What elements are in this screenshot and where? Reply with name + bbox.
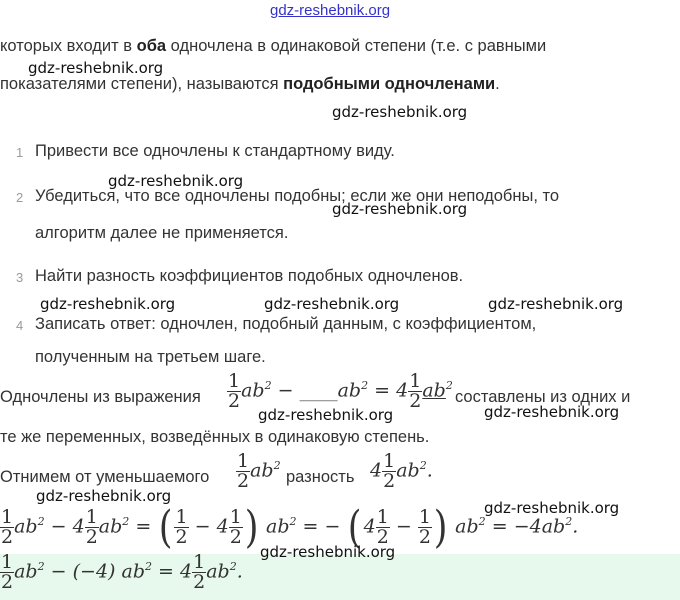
equation-main: $\frac{1}{2}$ $ab^2 - 4$ $\frac{1}{2}$ $ab^2$ = ( $\frac{1}{2}$ − 4 $\frac{1}{2}$ ) $ab^2$ = − (4 $\frac{1}{2}$ − $\frac{1}{2}$ ) $ab^2 = -4ab^2$.: [1, 502, 579, 553]
left-paren: (: [159, 502, 173, 553]
step-text-continued: полученным на третьем шаге.: [35, 348, 266, 366]
fraction: $\frac{1}{2}$: [85, 506, 98, 548]
definition-term: подобными одночленами: [283, 75, 496, 93]
step-text: Убедиться, что все одночлены подобны; если же они неподобны, то: [35, 187, 560, 205]
step-text: Привести все одночлены к стандартному виду.: [35, 142, 395, 160]
step-number: 2: [16, 190, 24, 205]
fraction: $\frac{1}{2}$: [1, 551, 14, 593]
expression-1: $\frac{1}{2}$ $ab^2$ − $\_\_\_\_ab^2 = 4$ $\frac{1}{2}$ $ab^2$: [228, 370, 453, 412]
definition-text: одночлена в одинаковой степени (т.е. с равными: [166, 37, 547, 55]
definition-text: которых входит в: [0, 37, 137, 55]
step-number: 1: [16, 145, 24, 160]
left-paren: (: [348, 502, 362, 553]
definition-bold: оба: [136, 37, 167, 55]
watermark: gdz-reshebnik.org: [260, 543, 396, 561]
right-paren: ): [433, 502, 448, 553]
definition-text: показателями степени), называются: [0, 75, 284, 93]
watermark: gdz-reshebnik.org: [332, 200, 468, 218]
answer-equation: $\frac{1}{2}$ $ab^2 - (-4) ab^2 = 4$ $\frac{1}{2}$ $ab^2$.: [1, 551, 243, 593]
fraction: $\frac{1}{2}$: [1, 506, 14, 548]
step-text: Записать ответ: одночлен, подобный данным, с коэффициентом,: [35, 315, 537, 333]
step-number: 4: [16, 318, 24, 333]
step-number: 3: [16, 270, 24, 285]
fraction: $\frac{1}{2}$: [175, 506, 188, 548]
fraction: $\frac{1}{2}$: [237, 450, 250, 492]
para2-mid: разность: [286, 468, 355, 486]
blank-field: ____: [299, 379, 338, 402]
definition-line-1: [0, 35, 546, 57]
fraction: $\frac{1}{2}$: [229, 506, 242, 548]
fraction: $\frac{1}{2}$: [409, 370, 422, 412]
expression-2: $\frac{1}{2}$ $ab^2$: [237, 450, 281, 492]
para1-line-2: те же переменных, возведённых в одинаковую степень.: [0, 428, 430, 446]
watermark: gdz-reshebnik.org: [332, 103, 468, 121]
fraction: $\frac{1}{2}$: [376, 506, 389, 548]
watermark: gdz-reshebnik.org: [40, 295, 176, 313]
para2-before: Отнимем от уменьшаемого: [0, 468, 210, 486]
watermark: gdz-reshebnik.org: [484, 499, 620, 517]
watermark: gdz-reshebnik.org: [484, 403, 620, 421]
fraction: $\frac{1}{2}$: [383, 450, 396, 492]
fraction: $\frac{1}{2}$: [418, 506, 431, 548]
watermark: gdz-reshebnik.org: [264, 295, 400, 313]
para1-after: составлены из одних и: [455, 388, 631, 406]
watermark: gdz-reshebnik.org: [488, 295, 624, 313]
fraction: $\frac{1}{2}$: [228, 370, 241, 412]
site-link[interactable]: gdz-reshebnik.org: [270, 2, 391, 19]
step-text: Найти разность коэффициентов подобных одночленов.: [35, 267, 464, 285]
watermark: gdz-reshebnik.org: [258, 406, 394, 424]
definition-text: .: [495, 75, 500, 93]
watermark: gdz-reshebnik.org: [108, 172, 244, 190]
expression-3: 4 $\frac{1}{2}$ $ab^2$.: [370, 450, 433, 492]
step-text-continued: алгоритм далее не применяется.: [35, 224, 289, 242]
watermark: gdz-reshebnik.org: [36, 487, 172, 505]
right-paren: ): [244, 502, 259, 553]
fraction: $\frac{1}{2}$: [193, 551, 206, 593]
watermark: gdz-reshebnik.org: [28, 59, 164, 77]
para1-before: Одночлены из выражения: [0, 388, 201, 406]
